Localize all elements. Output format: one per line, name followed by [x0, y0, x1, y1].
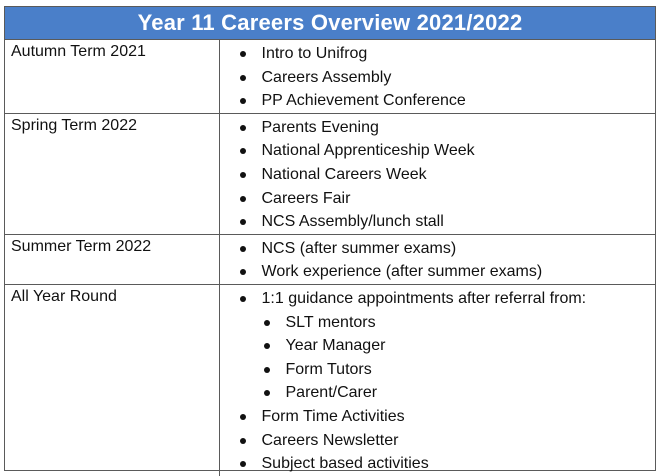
list-item [220, 452, 656, 476]
term-activities [219, 113, 655, 234]
list-item-text: Careers Newsletter [261, 431, 399, 449]
careers-overview-table [4, 6, 656, 471]
list-item-text: Careers Fair [261, 189, 351, 207]
bullet-icon [240, 125, 246, 131]
overview-rows [5, 40, 655, 476]
overview-grid [5, 40, 655, 476]
list-item-text: SLT mentors [285, 313, 376, 331]
list-item-text: PP Achievement Conference [261, 92, 466, 110]
list-item [220, 116, 656, 140]
list-item [220, 163, 656, 187]
term-activities [219, 40, 655, 113]
list-item-text: 1:1 guidance appointments after referral from: [261, 289, 587, 307]
sub-list-item [220, 311, 656, 335]
sub-list-item [220, 334, 656, 358]
term-row [5, 234, 655, 284]
list-item-text: Subject based activities [261, 455, 429, 473]
activity-list [220, 42, 656, 113]
list-item [220, 429, 656, 453]
list-item-text: Year Manager [285, 337, 386, 355]
list-item-text: National Careers Week [261, 165, 427, 183]
list-item-text: Careers Assembly [261, 68, 392, 86]
term-label: Autumn Term 2021 [5, 40, 219, 113]
list-item-text: National Apprenticeship Week [261, 142, 475, 160]
bullet-icon [240, 98, 246, 104]
list-item-text: Form Tutors [285, 360, 372, 378]
term-label: Spring Term 2022 [5, 113, 219, 234]
term-row [5, 40, 655, 113]
list-item [220, 260, 656, 284]
table-title: Year 11 Careers Overview 2021/2022 [5, 7, 655, 40]
list-item [220, 287, 656, 311]
bullet-icon [264, 343, 270, 349]
list-item [220, 66, 656, 90]
list-item-text: Intro to Unifrog [261, 45, 368, 62]
bullet-icon [240, 246, 246, 252]
term-activities [219, 284, 655, 475]
list-item [220, 42, 656, 66]
list-item [220, 237, 656, 261]
bullet-icon [240, 75, 246, 81]
list-item [220, 89, 656, 113]
list-item-text: Form Time Activities [261, 407, 405, 425]
activity-list [220, 287, 656, 476]
bullet-icon [240, 172, 246, 178]
bullet-icon [240, 148, 246, 154]
bullet-icon [264, 367, 270, 373]
bullet-icon [240, 461, 246, 467]
term-label: Summer Term 2022 [5, 234, 219, 284]
list-item [220, 405, 656, 429]
bullet-icon [264, 320, 270, 326]
list-item-text: NCS Assembly/lunch stall [261, 213, 444, 231]
bullet-icon [240, 414, 246, 420]
activity-list [220, 237, 656, 284]
bullet-icon [240, 51, 246, 57]
list-item [220, 139, 656, 163]
term-row [5, 284, 655, 475]
list-item-text: NCS (after summer exams) [261, 239, 457, 257]
list-item-text: Parent/Carer [285, 384, 378, 402]
sub-list-item [220, 381, 656, 405]
bullet-icon [240, 219, 246, 225]
list-item-text: Parents Evening [261, 118, 379, 136]
sub-list-item [220, 358, 656, 382]
list-item [220, 187, 656, 211]
bullet-icon [240, 269, 246, 275]
bullet-icon [264, 390, 270, 396]
bullet-icon [240, 296, 246, 302]
term-label: All Year Round [5, 284, 219, 475]
list-item [220, 210, 656, 234]
list-item-text: Work experience (after summer exams) [261, 263, 543, 281]
activity-list [220, 116, 656, 234]
term-row [5, 113, 655, 234]
bullet-icon [240, 438, 246, 444]
term-activities [219, 234, 655, 284]
bullet-icon [240, 196, 246, 202]
